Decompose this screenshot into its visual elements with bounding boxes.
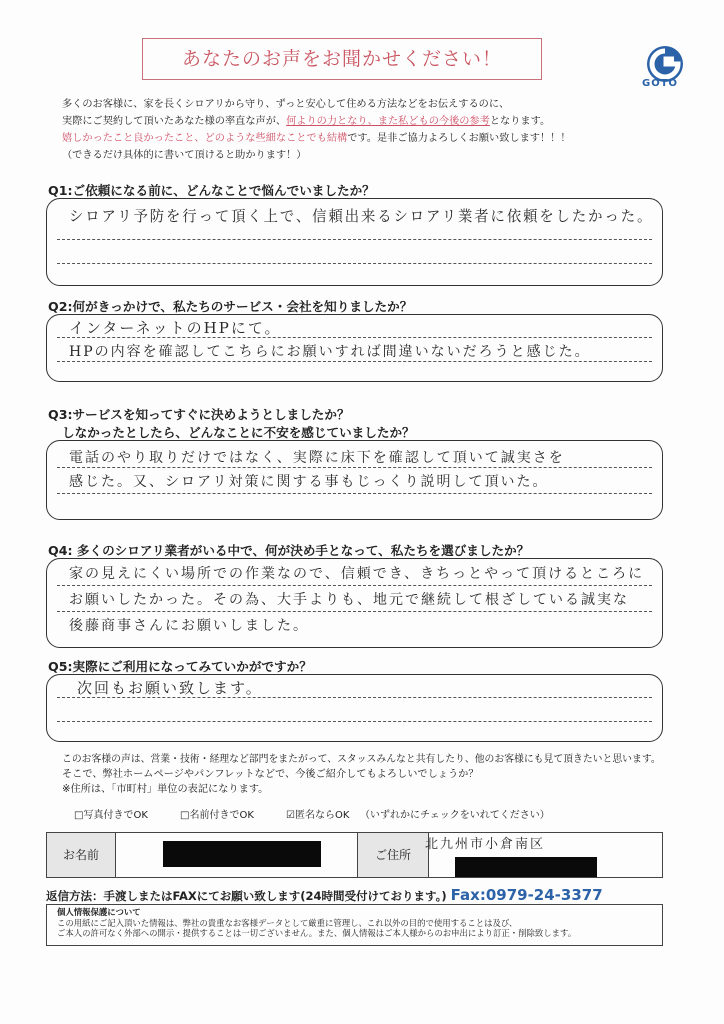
answer-line [57, 361, 652, 362]
answer-box-4[interactable] [46, 558, 663, 648]
answer-box-2[interactable] [46, 314, 663, 382]
intro-text: です。是非ご協力よろしくお願い致します！！！ [347, 133, 571, 144]
consent-name-checkbox[interactable]: □名前付きでOK [180, 810, 254, 821]
intro-line-4: （できるだけ具体的に書いて頂けると助かります！） [62, 150, 307, 161]
question-2: Q2:何がきっかけで、私たちのサービス・会社を知りましたか？ [48, 299, 413, 314]
answer-line [57, 493, 652, 494]
logo-text: GOTO [642, 78, 679, 89]
answer-text: 電話のやり取りだけではなく、実際に床下を確認して頂いて誠実さを [69, 450, 565, 466]
question-4: Q4: 多くのシロアリ業者がいる中で、何が決め手となって、私たちを選びましたか？ [48, 543, 530, 558]
privacy-notice [46, 904, 663, 946]
name-address-table [46, 832, 663, 878]
intro-highlight: 嬉しかったこと良かったこと、どのような些細なことでも結構 [62, 133, 348, 144]
question-1: Q1:ご依頼になる前に、どんなことで悩んでいましたか？ [48, 183, 375, 198]
intro-highlight: 何よりの力となり、また私どもの今後の参考 [286, 116, 490, 127]
intro-line-1: 多くのお客様に、家を長くシロアリから守り、ずっと安心して住める方法などをお伝えするのに、 [62, 99, 510, 110]
fax-number: Fax:0979-24-3377 [450, 886, 603, 904]
address-redacted [455, 857, 597, 877]
notes-line-3: ※住所は、「市町村」単位の表記になります。 [62, 784, 269, 795]
intro-line-2 [62, 113, 550, 130]
notes-line-1: このお客様の声は、営業・技術・経理など部門をまたがって、スタッスみんなと共有したり、他のお客様にも見て頂きたいと思います。 [62, 754, 661, 765]
answer-text: インターネットのHPにて。 [69, 319, 282, 337]
answer-text: 感じた。又、シロアリ対策に関する事もじっくり説明して頂いた。 [69, 474, 549, 490]
return-method [46, 886, 603, 904]
intro-text: 実際にご契約して頂いたあなた様の率直な声が、 [62, 116, 287, 127]
return-text: 返信方法：手渡しまたはFAXにてお願い致します(24時間受付けております。) [46, 889, 447, 903]
answer-line [57, 467, 652, 468]
consent-hint: （いずれかにチェックをいれてください） [360, 810, 550, 821]
name-redacted [163, 841, 321, 867]
notes-line-2: そこで、弊社ホームページやパンフレットなどで、今後ご紹介してもよろしいでしょうか？ [62, 769, 479, 780]
answer-line [57, 611, 652, 612]
answer-box-5[interactable] [46, 674, 663, 742]
answer-line [57, 239, 652, 240]
answer-text: HPの内容を確認してこちらにお願いすれば間違いないだろうと感じた。 [69, 344, 591, 360]
address-label: ご住所 [357, 833, 429, 877]
answer-text: 家の見えにくい場所での作業なので、信頼でき、きちっとやって頂けるところに [69, 566, 645, 582]
answer-box-1[interactable] [46, 198, 663, 286]
privacy-line-2: ご本人の許可なく外部への開示・提供することは一切ございません。また、個人情報はご本人様からのお申出により訂正・削除致します。 [57, 928, 577, 938]
answer-box-3[interactable] [46, 440, 663, 520]
address-value: 北九州市小倉南区 [425, 837, 546, 852]
question-3: Q3:サービスを知ってすぐに決めようとしましたか？ [48, 407, 350, 422]
privacy-title: 個人情報保護について [57, 907, 141, 917]
consent-photo-checkbox[interactable]: □写真付きでOK [74, 810, 148, 821]
consent-anonymous-checkbox[interactable]: ☑匿名ならOK [286, 810, 350, 821]
page-title: あなたのお声をお聞かせください！ [142, 38, 542, 80]
intro-text: となります。 [489, 116, 551, 127]
answer-line [57, 585, 652, 586]
privacy-line-1: この用紙にご記入頂いた情報は、弊社の貴重なお客様データとして厳重に管理し、これ以外の目的で使用することは及び、 [57, 917, 518, 928]
answer-text: お願いしたかった。その為、大手よりも、地元で継続して根ざしている誠実な [69, 592, 629, 608]
name-label: お名前 [47, 833, 116, 877]
answer-text: 次回もお願い致します。 [77, 679, 263, 697]
intro-line-3 [62, 130, 571, 147]
question-5: Q5:実際にご利用になってみていかがですか？ [48, 659, 312, 674]
answer-line [57, 263, 652, 264]
answer-line [57, 721, 652, 722]
answer-text: 後藤商事さんにお願いしました。 [69, 618, 309, 634]
question-3-sub: しなかったとしたら、どんなことに不安を感じていましたか？ [62, 425, 415, 440]
answer-text: シロアリ予防を行って頂く上で、信頼出来るシロアリ業者に依頼をしたかった。 [69, 207, 654, 225]
